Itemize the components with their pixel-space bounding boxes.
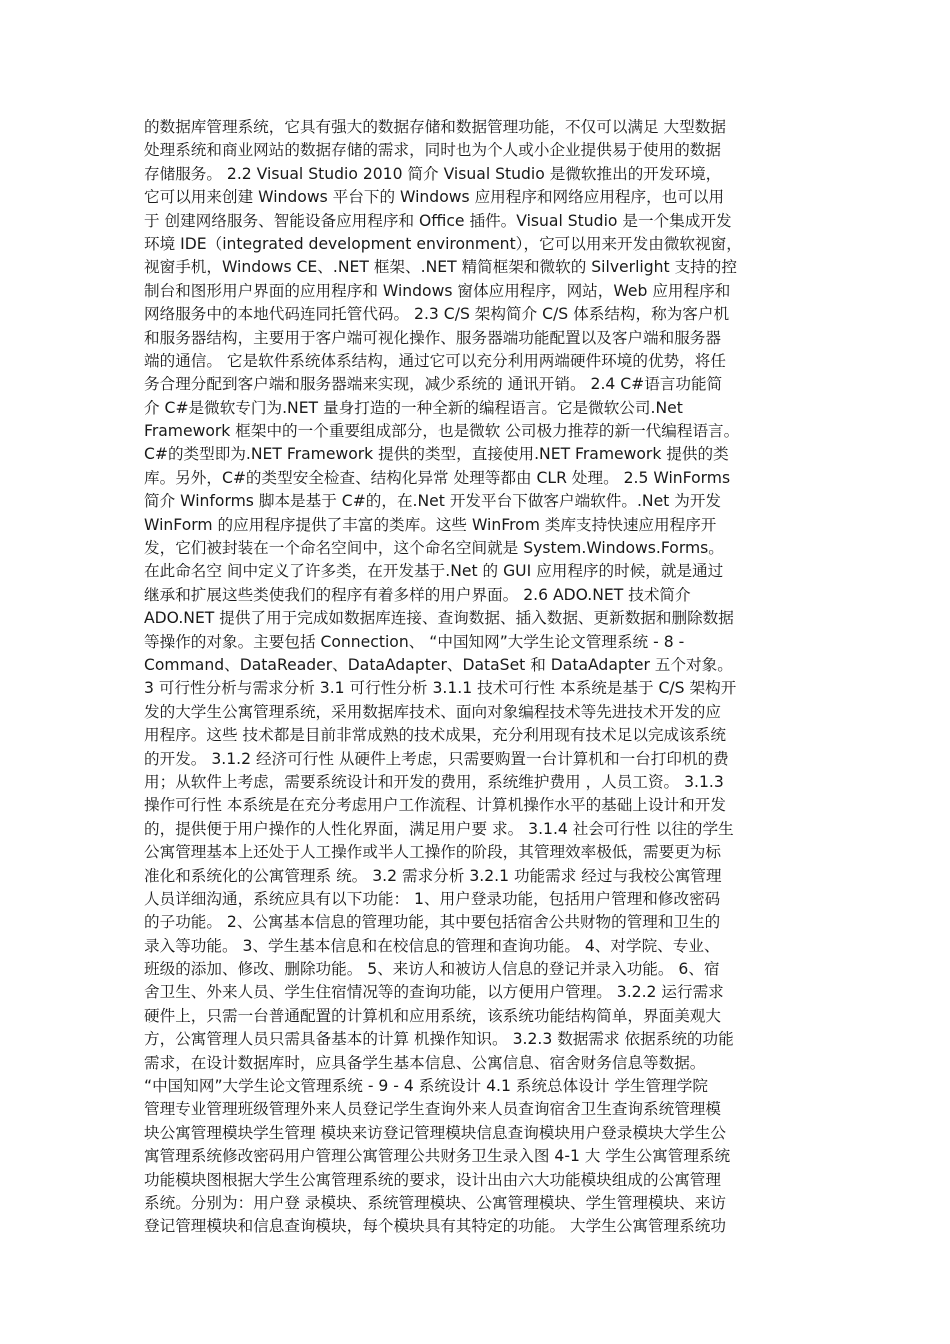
text-line: 的，提供便于用户操作的人性化界面，满足用户要 求。 3.1.4 社会可行性 以往的学生 — [144, 819, 734, 838]
text-line: 处理系统和商业网站的数据存储的需求，同时也为个人或小企业提供易于使用的数据 — [144, 141, 721, 160]
text-line: 准化和系统化的公寓管理系 统。 3.2 需求分析 3.2.1 功能需求 经过与我校公寓管理 — [144, 866, 722, 885]
text-line: 环境 IDE（integrated development environment），它可以用来开发由微软视窗， — [144, 234, 742, 253]
text-line: 制台和图形用户界面的应用程序和 Windows 窗体应用程序，网站，Web 应用程序和 — [144, 281, 731, 300]
text-line: 功能模块图根据大学生公寓管理系统的要求，设计出由六大功能模块组成的公寓管理 — [144, 1170, 721, 1189]
text-line: 继承和扩展这些类使我们的程序有着多样的用户界面。 2.6 ADO.NET 技术简介 — [144, 585, 691, 604]
text-line: 发，它们被封装在一个命名空间中，这个命名空间就是 System.Windows.Forms。 — [144, 539, 724, 558]
text-line: 的数据库管理系统，它具有强大的数据存储和数据管理功能，不仅可以满足 大型数据 — [144, 118, 726, 136]
text-line: 班级的添加、修改、删除功能。 5、来访人和被访人信息的登记并录入功能。 6、宿 — [144, 960, 720, 979]
document-body — [144, 116, 809, 1239]
text-line: 人员详细沟通，系统应具有以下功能： 1、用户登录功能，包括用户管理和修改密码 — [144, 889, 721, 908]
text-line: 端的通信。 它是软件系统体系结构，通过它可以充分利用两端硬件环境的优势，将任 — [144, 351, 726, 370]
text-line: 系统。分别为：用户登 录模块、系统管理模块、公寓管理模块、学生管理模块、来访 — [144, 1193, 726, 1212]
text-line: 在此命名空 间中定义了许多类，在开发基于.Net 的 GUI 应用程序的时候，就是通过 — [144, 562, 724, 581]
text-line: 存储服务。 2.2 Visual Studio 2010 简介 Visual Studio 是微软推出的开发环境， — [144, 164, 722, 183]
text-line: 等操作的对象。主要包括 Connection、 “中国知网”大学生论文管理系统 - 8 - — [144, 632, 685, 651]
text-line: 公寓管理基本上还处于人工操作或半人工操作的阶段，其管理效率极低，需要更为标 — [144, 843, 721, 862]
text-line: 的子功能。 2、公寓基本信息的管理功能，其中要包括宿舍公共财物的管理和卫生的 — [144, 913, 721, 932]
text-line: 块公寓管理模块学生管理 模块来访登记管理模块信息查询模块用户登录模块大学生公 — [144, 1123, 726, 1142]
text-line: 简介 Winforms 脚本是基于 C#的，在.Net 开发平台下做客户端软件。.Net 为开发 — [144, 492, 722, 511]
text-line: ADO.NET 提供了用于完成如数据库连接、查询数据、插入数据、更新数据和删除数据 — [144, 609, 734, 628]
text-line: 登记管理模块和信息查询模块，每个模块具有其特定的功能。 大学生公寓管理系统功 — [144, 1217, 726, 1236]
text-line: 库。另外，C#的类型安全检查、结构化异常 处理等都由 CLR 处理。 2.5 WinForms — [144, 468, 731, 487]
text-line: WinForm 的应用程序提供了丰富的类库。这些 WinFrom 类库支持快速应用程序开 — [144, 515, 717, 534]
text-line: 寓管理系统修改密码用户管理公寓管理公共财务卫生录入图 4-1 大 学生公寓管理系统 — [144, 1147, 731, 1166]
text-line: 硬件上，只需一台普通配置的计算机和应用系统，该系统功能结构简单，界面美观大 — [144, 1006, 721, 1025]
text-line: 网络服务中的本地代码连同托管代码。 2.3 C/S 架构简介 C/S 体系结构，称为客户机 — [144, 305, 730, 324]
text-line: 它可以用来创建 Windows 平台下的 Windows 应用程序和网络应用程序，也可以用 — [144, 188, 725, 207]
text-line: 视窗手机，Windows CE、.NET 框架、.NET 精简框架和微软的 Silverlight 支持的控 — [144, 258, 737, 277]
text-line: Framework 框架中的一个重要组成部分，也是微软 公司极力推荐的新一代编程语言。 — [144, 422, 740, 441]
text-line: 介 C#是微软专门为.NET 量身打造的一种全新的编程语言。它是微软公司.Net — [144, 398, 683, 417]
text-line: 务合理分配到客户端和服务器端来实现，减少系统的 通讯开销。 2.4 C#语言功能简 — [144, 375, 723, 394]
text-line: 方，公寓管理人员只需具备基本的计算 机操作知识。 3.2.3 数据需求 依据系统的功能 — [144, 1030, 734, 1049]
text-line: 和服务器结构，主要用于客户端可视化操作、服务器端功能配置以及客户端和服务器 — [144, 328, 721, 347]
text-line: 于 创建网络服务、智能设备应用程序和 Office 插件。Visual Studio 是一个集成开发 — [144, 211, 732, 230]
text-line: 管理专业管理班级管理外来人员登记学生查询外来人员查询宿舍卫生查询系统管理模 — [144, 1100, 721, 1119]
text-line: 3 可行性分析与需求分析 3.1 可行性分析 3.1.1 技术可行性 本系统是基于 C/S 架构开 — [144, 679, 737, 698]
text-line: C#的类型即为.NET Framework 提供的类型，直接使用.NET Framework 提供的类 — [144, 445, 729, 464]
text-line: 录入等功能。 3、学生基本信息和在校信息的管理和查询功能。 4、对学院、专业、 — [144, 936, 720, 955]
text-line: Command、DataReader、DataAdapter、DataSet 和 DataAdapter 五个对象。 — [144, 655, 733, 674]
text-line: 的开发。 3.1.2 经济可行性 从硬件上考虑，只需要购置一台计算机和一台打印机的费 — [144, 749, 729, 768]
text-line: 舍卫生、外来人员、学生住宿情况等的查询功能，以方便用户管理。 3.2.2 运行需求 — [144, 983, 724, 1002]
text-line: 用程序。这些 技术都是目前非常成熟的技术成果，充分利用现有技术足以完成该系统 — [144, 726, 726, 745]
text-line: 需求，在设计数据库时，应具备学生基本信息、公寓信息、宿舍财务信息等数据。 — [144, 1053, 706, 1072]
text-line: 用；从软件上考虑，需要系统设计和开发的费用，系统维护费用 ，人员工资。 3.1.3 — [144, 772, 724, 791]
text-line: 操作可行性 本系统是在充分考虑用户工作流程、计算机操作水平的基础上设计和开发 — [144, 796, 726, 815]
text-line: 发的大学生公寓管理系统，采用数据库技术、面向对象编程技术等先进技术开发的应 — [144, 702, 721, 721]
text-line: “中国知网”大学生论文管理系统 - 9 - 4 系统设计 4.1 系统总体设计 学生管理学院 — [144, 1077, 708, 1096]
